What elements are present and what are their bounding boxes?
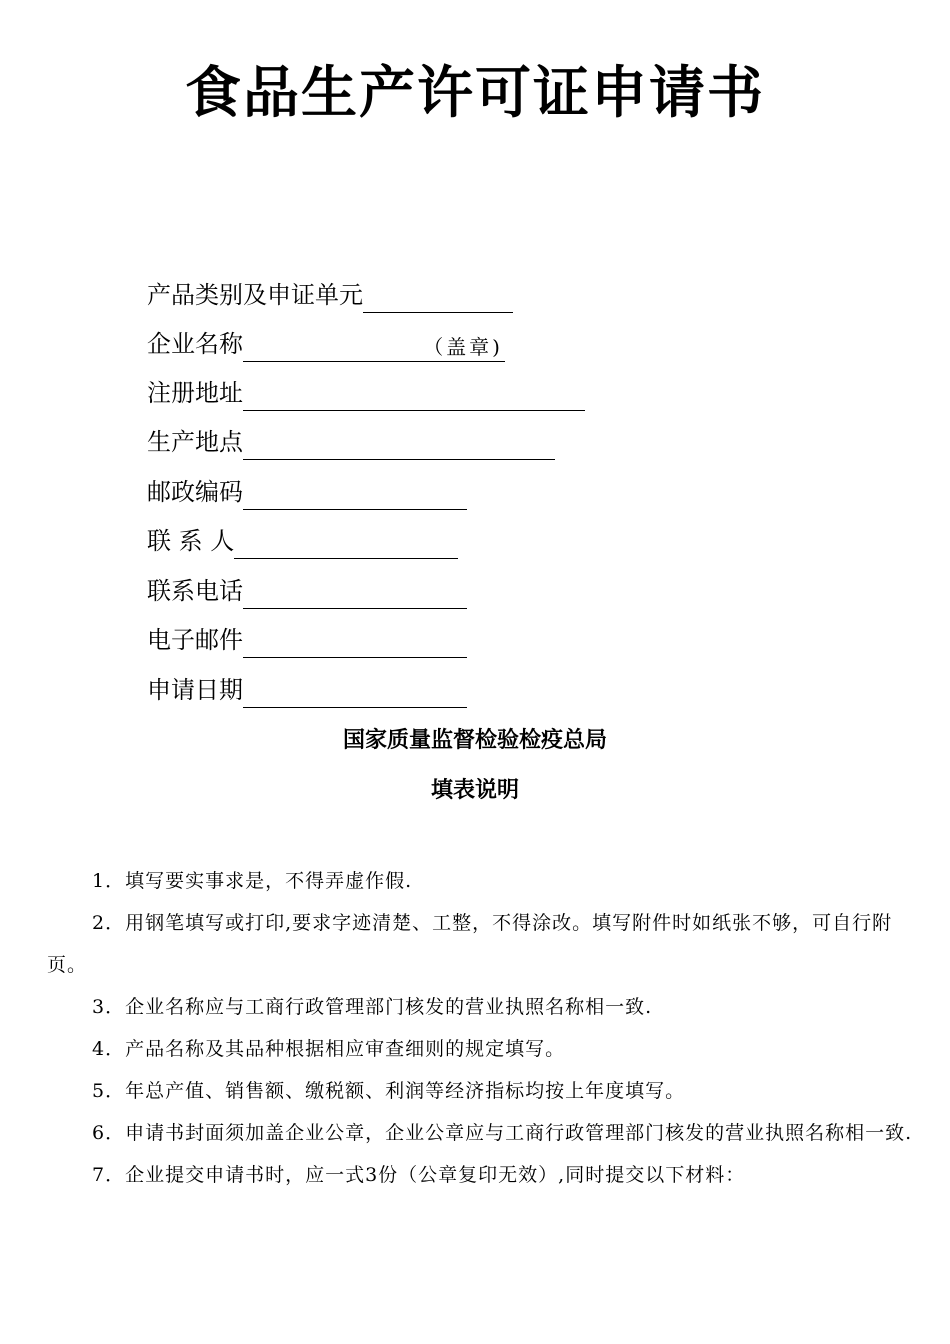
instruction-item: 3．企业名称应与工商行政管理部门核发的营业执照名称相一致.	[92, 996, 653, 1018]
instructions-heading: 填表说明	[430, 778, 519, 803]
field-label: 企业名称	[147, 330, 243, 358]
field-label: 注册地址	[147, 379, 243, 407]
instruction-item: 6．申请书封面须加盖企业公章，企业公章应与工商行政管理部门核发的营业执照名称相一致.	[92, 1122, 913, 1144]
field-label: 邮政编码	[147, 478, 243, 506]
field-production-site	[147, 424, 555, 460]
instruction-item: 2．用钢笔填写或打印,要求字迹清楚、工整，不得涂改。填写附件时如纸张不够，可自行附页。	[47, 912, 893, 976]
field-label: 申请日期	[147, 676, 243, 704]
field-postal-code	[147, 474, 467, 510]
postal-code-input[interactable]	[243, 482, 467, 510]
field-contact-person	[147, 523, 458, 559]
instruction-item: 4．产品名称及其品种根据相应审查细则的规定填写。	[92, 1038, 566, 1060]
field-label: 联系电话	[147, 577, 243, 605]
field-email	[147, 622, 467, 658]
company-name-input[interactable]	[243, 334, 505, 362]
instruction-item: 7．企业提交申请书时，应一式3份（公章复印无效）,同时提交以下材料：	[92, 1164, 746, 1186]
field-label: 产品类别及申证单元	[147, 281, 363, 309]
instruction-item: 1．填写要实事求是，不得弄虚作假.	[92, 870, 413, 892]
document-title: 食品生产许可证申请书	[185, 61, 765, 126]
seal-note: （盖章)	[423, 335, 503, 359]
contact-phone-input[interactable]	[243, 581, 467, 609]
registered-address-input[interactable]	[243, 383, 585, 411]
production-site-input[interactable]	[243, 432, 555, 460]
field-product-category	[147, 277, 513, 313]
instruction-item: 5．年总产值、销售额、缴税额、利润等经济指标均按上年度填写。	[92, 1080, 686, 1102]
field-label: 生产地点	[147, 428, 243, 456]
field-contact-phone	[147, 573, 467, 609]
field-label: 电子邮件	[147, 626, 243, 654]
email-input[interactable]	[243, 630, 467, 658]
contact-person-input[interactable]	[234, 531, 458, 559]
field-company-name	[147, 326, 505, 362]
field-application-date	[147, 672, 467, 708]
field-label: 联 系 人	[147, 527, 235, 555]
issuing-agency: 国家质量监督检验检疫总局	[342, 728, 607, 753]
product-category-input[interactable]	[363, 285, 513, 313]
field-registered-address	[147, 375, 585, 411]
application-date-input[interactable]	[243, 680, 467, 708]
instructions-list	[47, 860, 913, 1196]
